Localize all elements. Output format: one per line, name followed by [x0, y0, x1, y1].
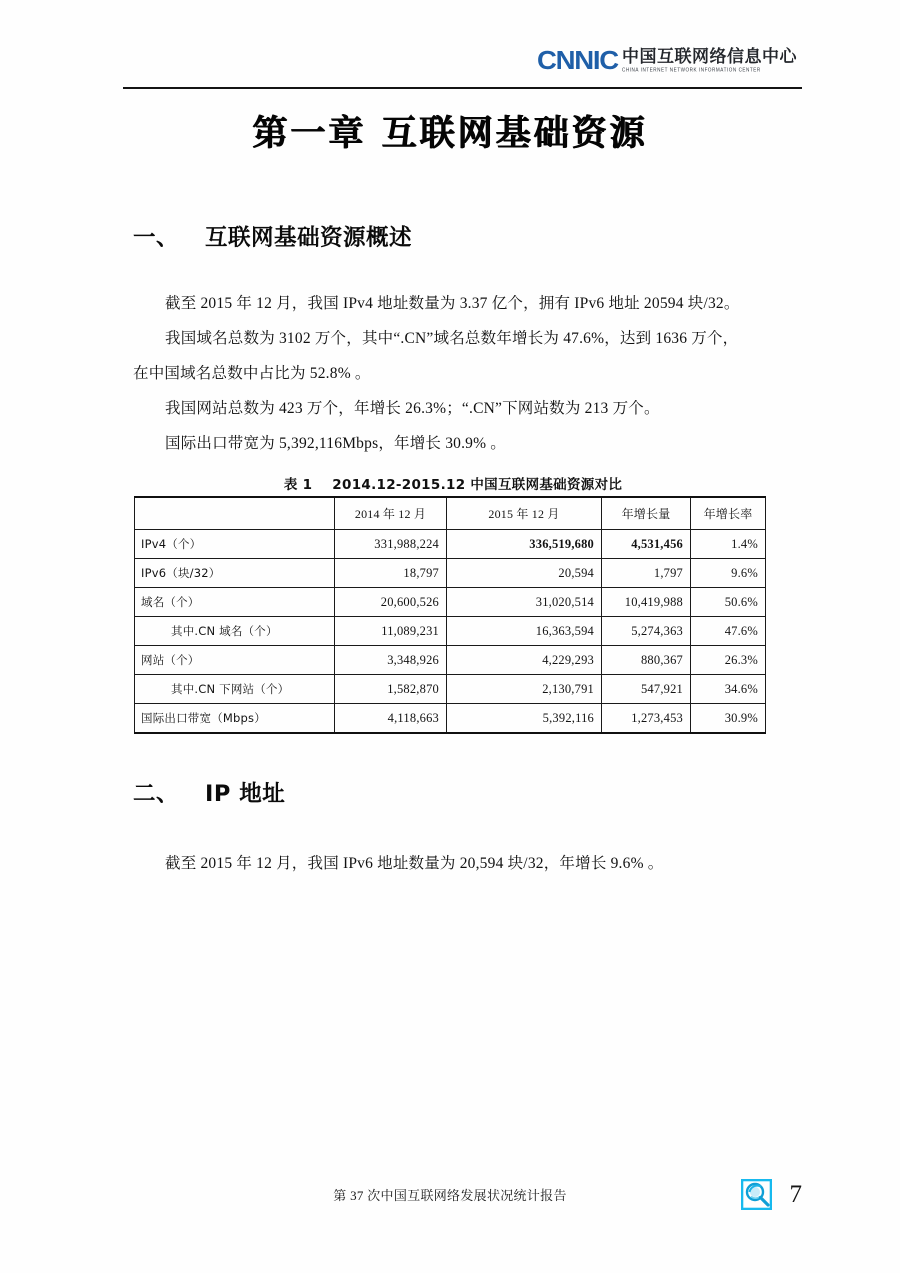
- header-divider: [123, 87, 802, 89]
- row-label: IPv4（个）: [135, 530, 335, 559]
- cell-growth: 4,531,456: [602, 530, 691, 559]
- table-row: [135, 704, 766, 734]
- footer-badge: [741, 1179, 803, 1210]
- cell-2014: 11,089,231: [335, 617, 447, 646]
- table-header-row: [135, 497, 766, 530]
- cell-2014: 331,988,224: [335, 530, 447, 559]
- search-globe-icon: [741, 1179, 772, 1210]
- section-one-number: 一、: [133, 225, 180, 251]
- cell-2015: 4,229,293: [447, 646, 602, 675]
- cell-2014: 1,582,870: [335, 675, 447, 704]
- section-two-body: [133, 846, 773, 881]
- table-header-cell: 年增长量: [602, 497, 691, 530]
- cnnic-logo-chinese: 中国互联网络信息中心: [622, 47, 797, 66]
- cell-rate: 30.9%: [691, 704, 766, 734]
- cell-rate: 9.6%: [691, 559, 766, 588]
- cell-rate: 26.3%: [691, 646, 766, 675]
- cell-2015: 5,392,116: [447, 704, 602, 734]
- cell-growth: 880,367: [602, 646, 691, 675]
- section-one-label: 互联网基础资源概述: [205, 225, 413, 251]
- paragraph: 国际出口带宽为 5,392,116Mbps，年增长 30.9% 。: [165, 435, 507, 452]
- cell-2015: 31,020,514: [447, 588, 602, 617]
- cell-growth: 1,797: [602, 559, 691, 588]
- cell-2015: 16,363,594: [447, 617, 602, 646]
- cell-growth: 1,273,453: [602, 704, 691, 734]
- table-header-cell: 2014 年 12 月: [335, 497, 447, 530]
- cell-rate: 1.4%: [691, 530, 766, 559]
- table-header-cell: 2015 年 12 月: [447, 497, 602, 530]
- footer-report-title: 第 37 次中国互联网络发展状况统计报告: [333, 1188, 567, 1203]
- table-row: [135, 617, 766, 646]
- section-one-body: [133, 286, 773, 461]
- paragraph: 截至 2015 年 12 月，我国 IPv4 地址数量为 3.37 亿个，拥有 IPv6 地址 20594 块/32。: [165, 295, 740, 312]
- cnnic-logo: [536, 45, 797, 76]
- chapter-title: 第一章 互联网基础资源: [252, 113, 648, 154]
- cnnic-wordmark: CNNIC: [536, 45, 618, 76]
- row-label: 域名（个）: [135, 588, 335, 617]
- cell-2015: 336,519,680: [447, 530, 602, 559]
- resource-comparison-table: [134, 496, 766, 734]
- table-row: [135, 675, 766, 704]
- table-header-cell: [135, 497, 335, 530]
- cell-2014: 20,600,526: [335, 588, 447, 617]
- cell-rate: 47.6%: [691, 617, 766, 646]
- row-label: IPv6（块/32）: [135, 559, 335, 588]
- document-content: [133, 205, 773, 881]
- section-two-label: IP 地址: [205, 781, 286, 807]
- row-label: 网站（个）: [135, 646, 335, 675]
- row-label: 其中.CN 下网站（个）: [135, 675, 335, 704]
- cell-growth: 10,419,988: [602, 588, 691, 617]
- section-heading-one: [133, 220, 773, 252]
- cell-2014: 18,797: [335, 559, 447, 588]
- paragraph: 我国网站总数为 423 万个，年增长 26.3%；“.CN”下网站数为 213 万个。: [165, 400, 660, 417]
- cell-rate: 34.6%: [691, 675, 766, 704]
- table-row: [135, 588, 766, 617]
- cell-2014: 4,118,663: [335, 704, 447, 734]
- section-heading-two: [133, 776, 773, 808]
- page-number: 7: [789, 1181, 802, 1208]
- paragraph: 我国域名总数为 3102 万个，其中“.CN”域名总数年增长为 47.6%，达到 1636 万个，: [165, 330, 739, 347]
- row-label: 其中.CN 域名（个）: [135, 617, 335, 646]
- cell-2014: 3,348,926: [335, 646, 447, 675]
- page-header: [0, 0, 900, 96]
- cell-growth: 5,274,363: [602, 617, 691, 646]
- row-label: 国际出口带宽（Mbps）: [135, 704, 335, 734]
- paragraph: 截至 2015 年 12 月，我国 IPv6 地址数量为 20,594 块/32，年增长 9.6% 。: [165, 855, 664, 872]
- table-header-cell: 年增长率: [691, 497, 766, 530]
- table-row: [135, 559, 766, 588]
- table-row: [135, 530, 766, 559]
- paragraph: 在中国域名总数中占比为 52.8% 。: [133, 365, 371, 382]
- page-footer: [0, 1179, 900, 1225]
- section-two-number: 二、: [133, 781, 180, 807]
- cell-growth: 547,921: [602, 675, 691, 704]
- cnnic-logo-english: CHINA INTERNET NETWORK INFORMATION CENTER: [622, 66, 761, 73]
- cell-rate: 50.6%: [691, 588, 766, 617]
- cell-2015: 20,594: [447, 559, 602, 588]
- table-caption: 表 1 2014.12-2015.12 中国互联网基础资源对比: [283, 477, 623, 493]
- resource-comparison-table-wrap: [133, 473, 773, 734]
- cnnic-logo-text: [622, 48, 797, 73]
- cell-2015: 2,130,791: [447, 675, 602, 704]
- table-row: [135, 646, 766, 675]
